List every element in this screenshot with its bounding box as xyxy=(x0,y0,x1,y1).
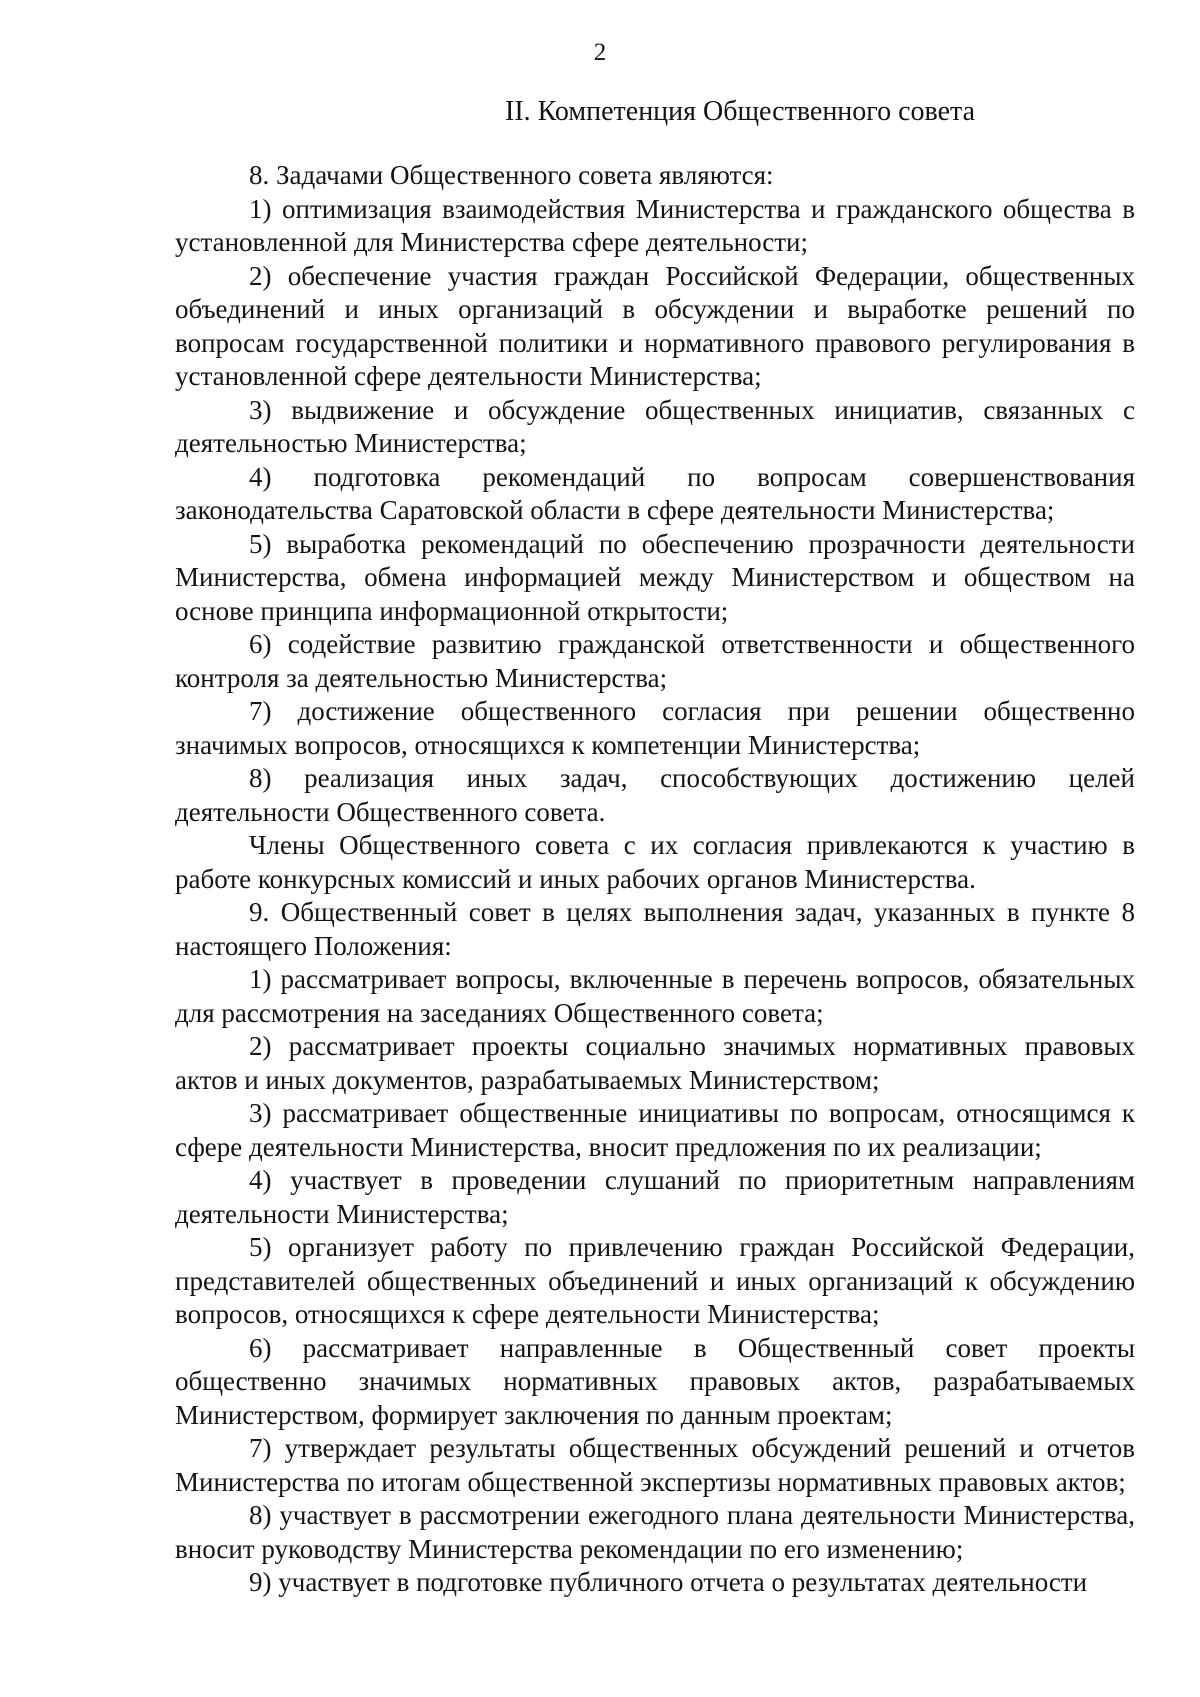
paragraph: 7) достижение общественного согласия при решении общественно значимых вопросов, относящихся к компетенции Министерства; xyxy=(175,696,1135,760)
paragraph: 6) содействие развитию гражданской ответственности и общественного контроля за деятельностью Министерства; xyxy=(175,629,1135,693)
page-number: 2 xyxy=(593,39,607,66)
paragraph: 3) рассматривает общественные инициативы по вопросам, относящимся к сфере деятельности Министерства, вносит предложения по их реализации; xyxy=(175,1098,1135,1162)
paragraph: 8) реализация иных задач, способствующих достижению целей деятельности Общественного совета. xyxy=(175,763,1135,827)
paragraph: 9. Общественный совет в целях выполнения задач, указанных в пункте 8 настоящего Положения: xyxy=(175,897,1135,961)
paragraph: Члены Общественного совета с их согласия привлекаются к участию в работе конкурсных комиссий и иных рабочих органов Министерства. xyxy=(175,830,1135,894)
paragraph: 9) участвует в подготовке публичного отчета о результатах деятельности xyxy=(249,1567,1088,1597)
paragraph: 5) организует работу по привлечению граждан Российской Федерации, представителей общественных объединений и иных организаций к обсуждению вопросов, относящихся к сфере деятельности Министерства; xyxy=(175,1232,1135,1329)
document-body xyxy=(175,159,1135,1600)
paragraph: 1) рассматривает вопросы, включенные в перечень вопросов, обязательных для рассмотрения на заседаниях Общественного совета; xyxy=(175,964,1135,1028)
paragraph: 6) рассматривает направленные в Общественный совет проекты общественно значимых нормативных правовых актов, разрабатываемых Министерством, формирует заключения по данным проектам; xyxy=(175,1332,1135,1430)
paragraph: 5) выработка рекомендаций по обеспечению прозрачности деятельности Министерства, обмена информацией между Министерством и обществом на основе принципа информационной открытости; xyxy=(175,528,1135,626)
paragraph: 2) обеспечение участия граждан Российской Федерации, общественных объединений и иных организаций в обсуждении и выработке решений по вопросам государственной политики и нормативного правового регулирования в установленной сфере деятельности Министерства; xyxy=(175,260,1135,391)
paragraph: 8. Задачами Общественного совета являются: xyxy=(249,160,774,190)
paragraph: 2) рассматривает проекты социально значимых нормативных правовых актов и иных документов, разрабатываемых Министерством; xyxy=(175,1031,1135,1095)
paragraph: 8) участвует в рассмотрении ежегодного плана деятельности Министерства, вносит руководству Министерства рекомендации по его изменению; xyxy=(175,1500,1135,1564)
paragraph: 4) участвует в проведении слушаний по приоритетным направлениям деятельности Министерства; xyxy=(175,1165,1135,1229)
paragraph: 7) утверждает результаты общественных обсуждений решений и отчетов Министерства по итогам общественной экспертизы нормативных правовых актов; xyxy=(175,1433,1135,1497)
paragraph: 3) выдвижение и обсуждение общественных инициатив, связанных с деятельностью Министерства; xyxy=(175,394,1135,458)
paragraph: 4) подготовка рекомендаций по вопросам совершенствования законодательства Саратовской области в сфере деятельности Министерства; xyxy=(175,461,1135,525)
paragraph: 1) оптимизация взаимодействия Министерства и гражданского общества в установленной для Министерства сфере деятельности; xyxy=(175,193,1135,257)
section-title: II. Компетенция Общественного совета xyxy=(505,96,975,127)
